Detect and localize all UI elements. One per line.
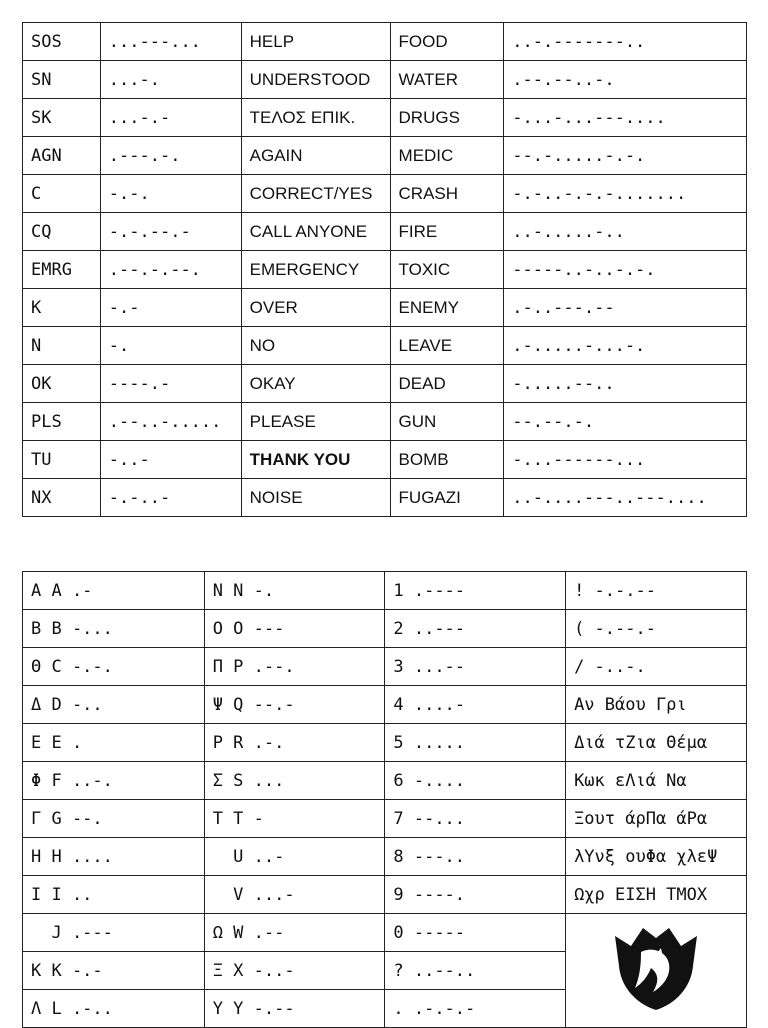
word-cell: GUN	[390, 403, 504, 441]
codes-row	[23, 251, 747, 289]
alphabet-cell: 3 ...--	[385, 648, 566, 686]
alphabet-cell: Λ L .-..	[23, 990, 205, 1028]
codes-row	[23, 365, 747, 403]
morse-cell: .---.-.	[100, 137, 241, 175]
morse-cell: -..-	[100, 441, 241, 479]
alphabet-cell: Υ Y -.--	[204, 990, 385, 1028]
alphabet-row	[23, 724, 747, 762]
abbr-cell: OK	[23, 365, 101, 403]
word-morse-cell: -...-...---....	[504, 99, 747, 137]
alphabet-cell: 6 -....	[385, 762, 566, 800]
alphabet-cell: Ξ X -..-	[204, 952, 385, 990]
abbr-cell: N	[23, 327, 101, 365]
codes-row	[23, 23, 747, 61]
morse-cell: -.-.	[100, 175, 241, 213]
alphabet-cell: . .-.-.-	[385, 990, 566, 1028]
alphabet-cell: 5 .....	[385, 724, 566, 762]
codes-row	[23, 289, 747, 327]
word-cell: TOXIC	[390, 251, 504, 289]
alphabet-row	[23, 914, 747, 952]
word-morse-cell: ..-.....-..	[504, 213, 747, 251]
alphabet-row	[23, 838, 747, 876]
alphabet-cell: Τ T -	[204, 800, 385, 838]
word-morse-cell: --.--.-.	[504, 403, 747, 441]
alphabet-cell: Διά τΖια Θέμα	[566, 724, 747, 762]
word-morse-cell: -.-..-.-.-.......	[504, 175, 747, 213]
alphabet-cell: Ξουτ άρΠα άΡα	[566, 800, 747, 838]
abbr-cell: SOS	[23, 23, 101, 61]
morse-cell: -.	[100, 327, 241, 365]
word-cell: ENEMY	[390, 289, 504, 327]
alphabet-cell: λΥνξ ουΦα χλεΨ	[566, 838, 747, 876]
alphabet-cell: Ι I ..	[23, 876, 205, 914]
word-cell: FUGAZI	[390, 479, 504, 517]
codes-row	[23, 99, 747, 137]
word-morse-cell: -----..-..-.-.	[504, 251, 747, 289]
morse-cell: ...-.	[100, 61, 241, 99]
meaning-cell: AGAIN	[241, 137, 390, 175]
abbr-cell: CQ	[23, 213, 101, 251]
word-cell: WATER	[390, 61, 504, 99]
alphabet-cell: U ..-	[204, 838, 385, 876]
alphabet-cell: Κ K -.-	[23, 952, 205, 990]
meaning-cell: THANK YOU	[241, 441, 390, 479]
logo-cell	[566, 914, 747, 1028]
abbr-cell: SK	[23, 99, 101, 137]
alphabet-cell: Σ S ...	[204, 762, 385, 800]
alphabet-cell: Ψ Q --.-	[204, 686, 385, 724]
alphabet-cell: 2 ..---	[385, 610, 566, 648]
word-cell: MEDIC	[390, 137, 504, 175]
meaning-cell: OVER	[241, 289, 390, 327]
word-morse-cell: ..-....---..---....	[504, 479, 747, 517]
alphabet-cell: ! -.-.--	[566, 572, 747, 610]
word-cell: LEAVE	[390, 327, 504, 365]
alphabet-cell: Α A .-	[23, 572, 205, 610]
codes-row	[23, 137, 747, 175]
meaning-cell: EMERGENCY	[241, 251, 390, 289]
morse-cell: -.-..-	[100, 479, 241, 517]
abbr-cell: EMRG	[23, 251, 101, 289]
abbr-cell: SN	[23, 61, 101, 99]
meaning-cell: HELP	[241, 23, 390, 61]
alphabet-cell: 4 ....-	[385, 686, 566, 724]
alphabet-cell: Ο O ---	[204, 610, 385, 648]
alphabet-cell: 0 -----	[385, 914, 566, 952]
codes-row	[23, 213, 747, 251]
codes-row	[23, 175, 747, 213]
morse-alphabet-table	[22, 571, 747, 1028]
abbr-cell: PLS	[23, 403, 101, 441]
codes-row	[23, 61, 747, 99]
word-morse-cell: -.....--..	[504, 365, 747, 403]
alphabet-cell: Θ C -.-.	[23, 648, 205, 686]
word-morse-cell: --.-.....-.-.	[504, 137, 747, 175]
alphabet-cell: 8 ---..	[385, 838, 566, 876]
alphabet-cell: 7 --...	[385, 800, 566, 838]
morse-cell: ----.-	[100, 365, 241, 403]
meaning-cell: CALL ANYONE	[241, 213, 390, 251]
alphabet-cell: Π P .--.	[204, 648, 385, 686]
alphabet-cell: Η H ....	[23, 838, 205, 876]
morse-cell: ...---...	[100, 23, 241, 61]
word-morse-cell: -...------...	[504, 441, 747, 479]
codes-row	[23, 479, 747, 517]
morse-cell: .--.-.--.	[100, 251, 241, 289]
alphabet-cell: ? ..--..	[385, 952, 566, 990]
abbr-cell: AGN	[23, 137, 101, 175]
alphabet-row	[23, 610, 747, 648]
word-morse-cell: ..-.-------..	[504, 23, 747, 61]
abbr-cell: C	[23, 175, 101, 213]
word-morse-cell: .-.....-...-.	[504, 327, 747, 365]
alphabet-cell: Ν N -.	[204, 572, 385, 610]
meaning-cell: OKAY	[241, 365, 390, 403]
word-cell: DEAD	[390, 365, 504, 403]
alphabet-cell: / -..-.	[566, 648, 747, 686]
shark-shield-icon	[601, 918, 711, 1018]
word-morse-cell: .-..---.--	[504, 289, 747, 327]
morse-cell: ...-.-	[100, 99, 241, 137]
meaning-cell: NOISE	[241, 479, 390, 517]
word-morse-cell: .--.--..-.	[504, 61, 747, 99]
alphabet-cell: 1 .----	[385, 572, 566, 610]
word-cell: DRUGS	[390, 99, 504, 137]
word-cell: FOOD	[390, 23, 504, 61]
morse-cell: -.-	[100, 289, 241, 327]
alphabet-cell: Γ G --.	[23, 800, 205, 838]
alphabet-row	[23, 876, 747, 914]
morse-cell: .--..-.....	[100, 403, 241, 441]
codes-row	[23, 403, 747, 441]
alphabet-cell: Κωκ εΛιά Να	[566, 762, 747, 800]
word-cell: BOMB	[390, 441, 504, 479]
meaning-cell: UNDERSTOOD	[241, 61, 390, 99]
codes-row	[23, 441, 747, 479]
alphabet-cell: ( -.--.-	[566, 610, 747, 648]
alphabet-row	[23, 686, 747, 724]
alphabet-row	[23, 800, 747, 838]
alphabet-row	[23, 762, 747, 800]
alphabet-cell: Αν Βάου Γρι	[566, 686, 747, 724]
alphabet-cell: Β B -...	[23, 610, 205, 648]
morse-cell: -.-.--.-	[100, 213, 241, 251]
alphabet-row	[23, 572, 747, 610]
alphabet-cell: Φ F ..-.	[23, 762, 205, 800]
alphabet-row	[23, 648, 747, 686]
word-cell: FIRE	[390, 213, 504, 251]
alphabet-cell: Δ D -..	[23, 686, 205, 724]
abbr-cell: TU	[23, 441, 101, 479]
alphabet-cell: Ρ R .-.	[204, 724, 385, 762]
alphabet-cell: Ω W .--	[204, 914, 385, 952]
meaning-cell: CORRECT/YES	[241, 175, 390, 213]
alphabet-cell: Ε E .	[23, 724, 205, 762]
alphabet-cell: Ωχρ ΕΙΣΗ ΤΜΟΧ	[566, 876, 747, 914]
abbr-cell: NX	[23, 479, 101, 517]
alphabet-cell: 9 ----.	[385, 876, 566, 914]
alphabet-cell: J .---	[23, 914, 205, 952]
meaning-cell: NO	[241, 327, 390, 365]
meaning-cell: PLEASE	[241, 403, 390, 441]
word-cell: CRASH	[390, 175, 504, 213]
alphabet-cell: V ...-	[204, 876, 385, 914]
codes-row	[23, 327, 747, 365]
abbr-cell: K	[23, 289, 101, 327]
meaning-cell: ΤΕΛΟΣ ΕΠΙΚ.	[241, 99, 390, 137]
morse-codes-table	[22, 22, 747, 517]
